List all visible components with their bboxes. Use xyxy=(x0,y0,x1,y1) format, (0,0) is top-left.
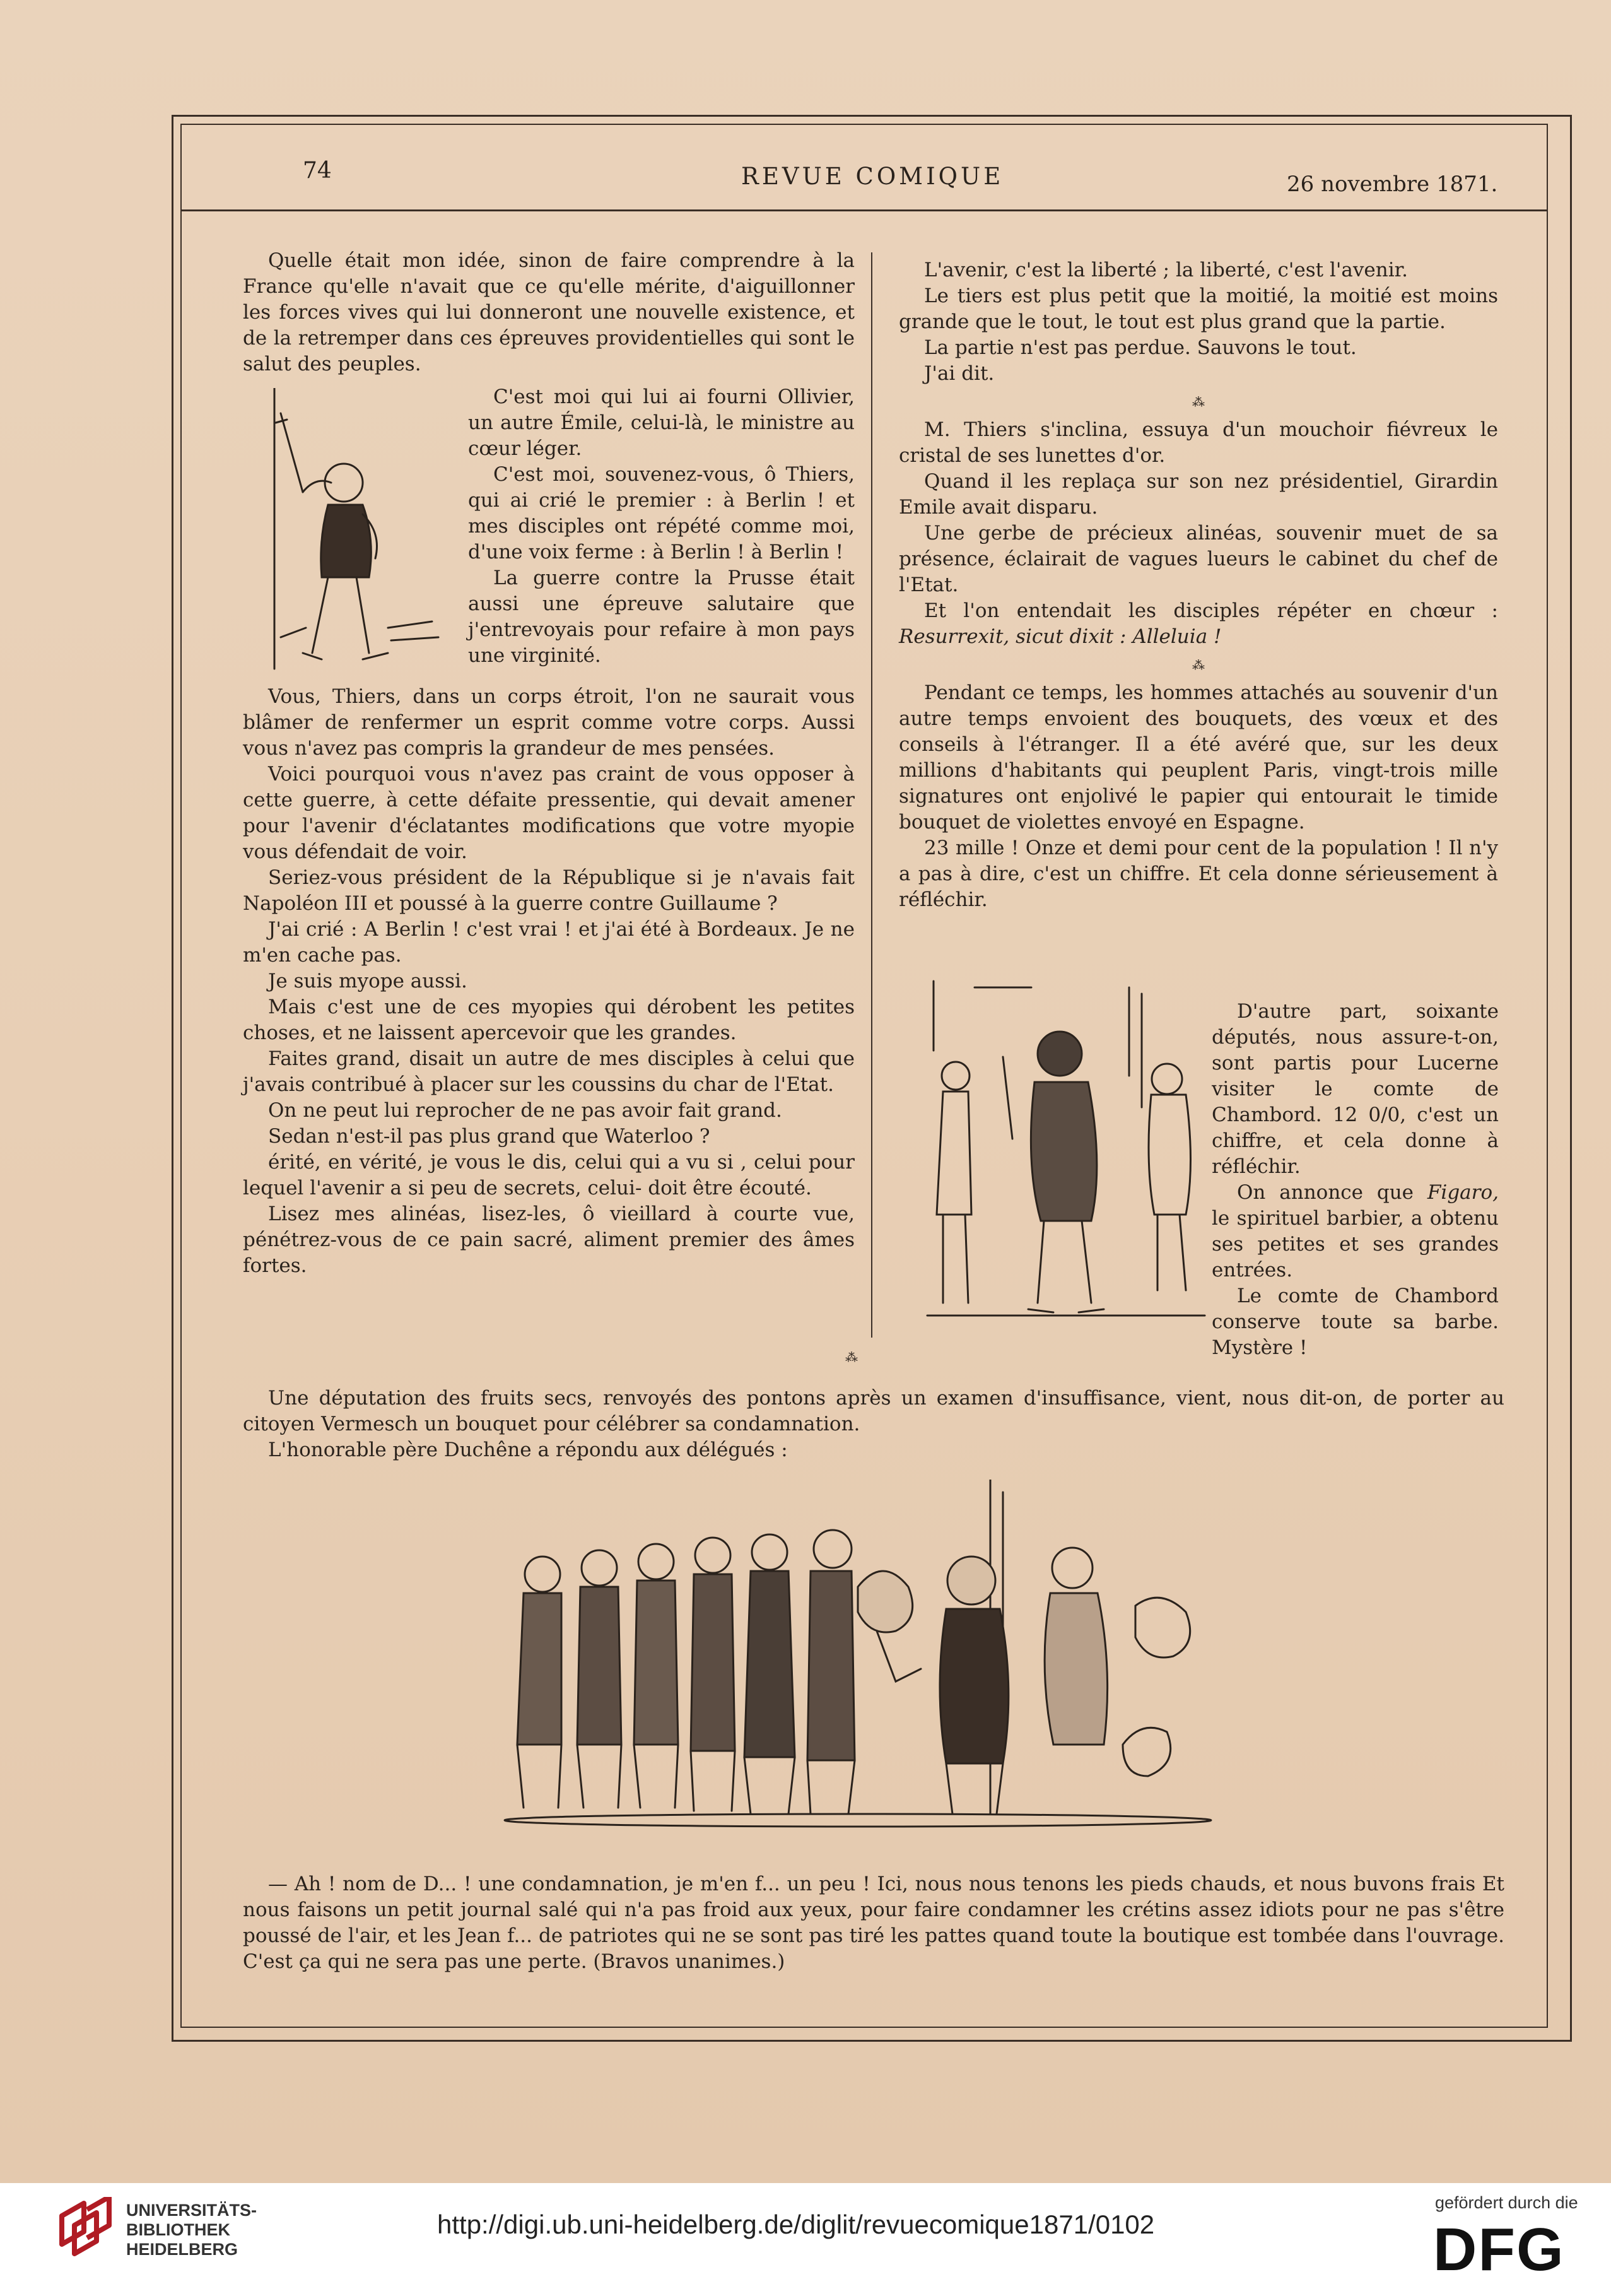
section-asterism: ⁂ xyxy=(1192,394,1205,409)
chorus-intro: Et l'on entendait les disciples répéter en chœur : xyxy=(924,599,1498,622)
right-paragraph: M. Thiers s'inclina, essuya d'un mouchoir fiévreux le cristal de ses lunettes d'or. xyxy=(899,418,1498,467)
left-wrap-text xyxy=(468,384,855,669)
left-paragraph: Je suis myope aussi. xyxy=(268,970,467,992)
column-rule xyxy=(871,252,872,1338)
caricature-three-men xyxy=(908,975,1224,1338)
right-column xyxy=(899,257,1498,913)
section-asterism: ⁂ xyxy=(845,1350,858,1365)
left-column xyxy=(243,248,855,377)
left-paragraph: Seriez-vous président de la République si je n'avais fait Napoléon III et poussé à la guerre contre Guillaume ? xyxy=(243,866,855,915)
university-library-logo-icon xyxy=(56,2197,116,2258)
right-paragraph: La partie n'est pas perdue. Sauvons le tout. xyxy=(924,336,1357,359)
right-paragraph: L'avenir, c'est la liberté ; la liberté, c'est l'avenir. xyxy=(924,259,1408,281)
library-name-line: BIBLIOTHEK xyxy=(126,2220,230,2239)
right-paragraph: Le tiers est plus petit que la moitié, la moitié est moins grande que le tout, le tout est plus grand que la partie. xyxy=(899,285,1498,333)
left-column-continued xyxy=(243,684,855,1279)
permalink-url[interactable]: http://digi.ub.uni-heidelberg.de/diglit/revuecomique1871/0102 xyxy=(437,2210,1155,2239)
right-wrap-paragraph: D'autre part, soixante députés, nous assure-t-on, sont partis pour Lucerne visiter le comte de Chambord. 12 0/0, c'est un chiffre, et cela donne à réfléchir. xyxy=(1212,1000,1499,1178)
right-wrap-paragraph xyxy=(1212,1180,1499,1283)
left-paragraph: Vous, Thiers, dans un corps étroit, l'on ne saurait vous blâmer de renfermer un esprit comme votre corps. Aussi vous n'avez pas compris la grandeur de mes pensées. xyxy=(243,685,855,760)
right-paragraph: Pendant ce temps, les hommes attachés au souvenir d'un autre temps envoient des bouquets, des vœux et des conseils à l'étranger. Il a été avéré que, sur les deux millions d'habitants qui peuplent Paris, vingt-trois mille signatures ont enjolivé le papier qui entourait le timide bouquet de violettes envoyé en Espagne. xyxy=(899,681,1498,833)
bottom-paragraph: Une députation des fruits secs, renvoyés des pontons après un examen d'insuffisance, vient, nous dit-on, de porter au citoyen Vermesch un bouquet pour célébrer sa condamnation. xyxy=(243,1387,1504,1435)
section-asterism: ⁂ xyxy=(1192,657,1205,673)
bottom-paragraph: L'honorable père Duchêne a répondu aux délégués : xyxy=(268,1439,788,1461)
right-paragraph: 23 mille ! Onze et demi pour cent de la population ! Il n'y a pas à dire, c'est un chiffre. Et cela donne sérieusement à réfléchir. xyxy=(899,837,1498,911)
university-library-name xyxy=(126,2201,257,2259)
left-wrap-paragraph: La guerre contre la Prusse était aussi une épreuve salutaire que j'entrevoyais pour refaire à mon pays une virginité. xyxy=(468,567,855,667)
dfg-logo: DFG xyxy=(1433,2216,1565,2283)
right-wrap-paragraph: Le comte de Chambord conserve toute sa barbe. Mystère ! xyxy=(1212,1285,1499,1359)
header-rule xyxy=(182,209,1547,211)
funding-label: gefördert durch die xyxy=(1435,2193,1578,2212)
left-wrap-paragraph: C'est moi qui lui ai fourni Ollivier, un autre Émile, celui-là, le ministre au cœur léger. xyxy=(468,386,855,460)
caricature-delegation-bouquet xyxy=(467,1480,1249,1833)
bottom-text xyxy=(243,1386,1504,1463)
left-paragraph: Faites grand, disait un autre de mes disciples à celui que j'avais contribué à placer sur les coussins du char de l'Etat. xyxy=(243,1047,855,1096)
right-paragraph xyxy=(899,598,1498,650)
left-paragraph: Voici pourquoi vous n'avez pas craint de vous opposer à cette guerre, à cette défaite pressentie, qui devait amener pour l'avenir d'éclatantes modifications que votre myopie vous défendait de voir. xyxy=(243,763,855,863)
illustration-caption xyxy=(243,1871,1504,1975)
left-paragraph: Mais c'est une de ces myopies qui dérobent les petites choses, et ne laissent apercevoir que les grandes. xyxy=(243,996,855,1044)
library-name-line: HEIDELBERG xyxy=(126,2240,238,2259)
library-name-line: UNIVERSITÄTS- xyxy=(126,2201,257,2220)
caption-text: — Ah ! nom de D... ! une condamnation, je m'en f... un peu ! Ici, nous nous tenons les pieds chauds, et nous buvons frais Et nous faisons un petit journal salé qui n'a pas froid aux yeux, pour faire condamner les crétins assez idiots pour ne pas s'être poussé de l'air, et les Jean f... de patriotes qui ne se sont pas tiré les pattes quand toute la boutique est tombée dans l'ouvrage. C'est ça qui ne sera pas une perte. (Bravos unanimes.) xyxy=(243,1873,1504,1973)
left-paragraph: On ne peut lui reprocher de ne pas avoir fait grand. xyxy=(268,1099,782,1122)
journal-title: REVUE COMIQUE xyxy=(741,163,1004,190)
left-paragraph: érité, en vérité, je vous le dis, celui qui a vu si , celui pour lequel l'avenir a si peu de secrets, celui- doit être écouté. xyxy=(243,1151,855,1199)
left-paragraph: Lisez mes alinéas, lisez-les, ô vieillard à courte vue, pénétrez-vous de ce pain sacré, aliment premier des âmes fortes. xyxy=(243,1203,855,1277)
left-paragraph: Quelle était mon idée, sinon de faire comprendre à la France qu'elle n'avait que ce qu'elle mérite, d'aiguillonner les forces vives qui lui donneront une nouvelle existence, et de la retremper dans ces épreuves providentielles qui sont le salut des peuples. xyxy=(243,249,855,375)
page-number: 74 xyxy=(303,158,332,184)
issue-date: 26 novembre 1871. xyxy=(1287,172,1498,197)
left-paragraph: Sedan n'est-il pas plus grand que Waterloo ? xyxy=(268,1125,710,1148)
right-paragraph: Une gerbe de précieux alinéas, souvenir muet de sa présence, éclairait de vagues lueurs le cabinet du chef de l'Etat. xyxy=(899,522,1498,596)
left-wrap-paragraph: C'est moi, souvenez-vous, ô Thiers, qui ai crié le premier : à Berlin ! et mes disciples ont répété comme moi, d'une voix ferme : à Berlin ! à Berlin ! xyxy=(468,463,855,563)
right-paragraph: Quand il les replaça sur son nez présidentiel, Girardin Emile avait disparu. xyxy=(899,470,1498,519)
figaro-name: Figaro, xyxy=(1427,1181,1499,1204)
latin-phrase: Resurrexit, sicut dixit : Alleluia ! xyxy=(899,625,1222,648)
figaro-rest: le spirituel barbier, a obtenu ses petites et ses grandes entrées. xyxy=(1212,1207,1499,1281)
left-paragraph: J'ai crié : A Berlin ! c'est vrai ! et j'ai été à Bordeaux. Je ne m'en cache pas. xyxy=(243,918,855,967)
right-paragraph: J'ai dit. xyxy=(924,362,995,385)
figaro-intro: On annonce que xyxy=(1237,1181,1414,1204)
right-wrap-text xyxy=(1212,999,1499,1361)
caricature-figure-with-sword xyxy=(268,388,451,675)
